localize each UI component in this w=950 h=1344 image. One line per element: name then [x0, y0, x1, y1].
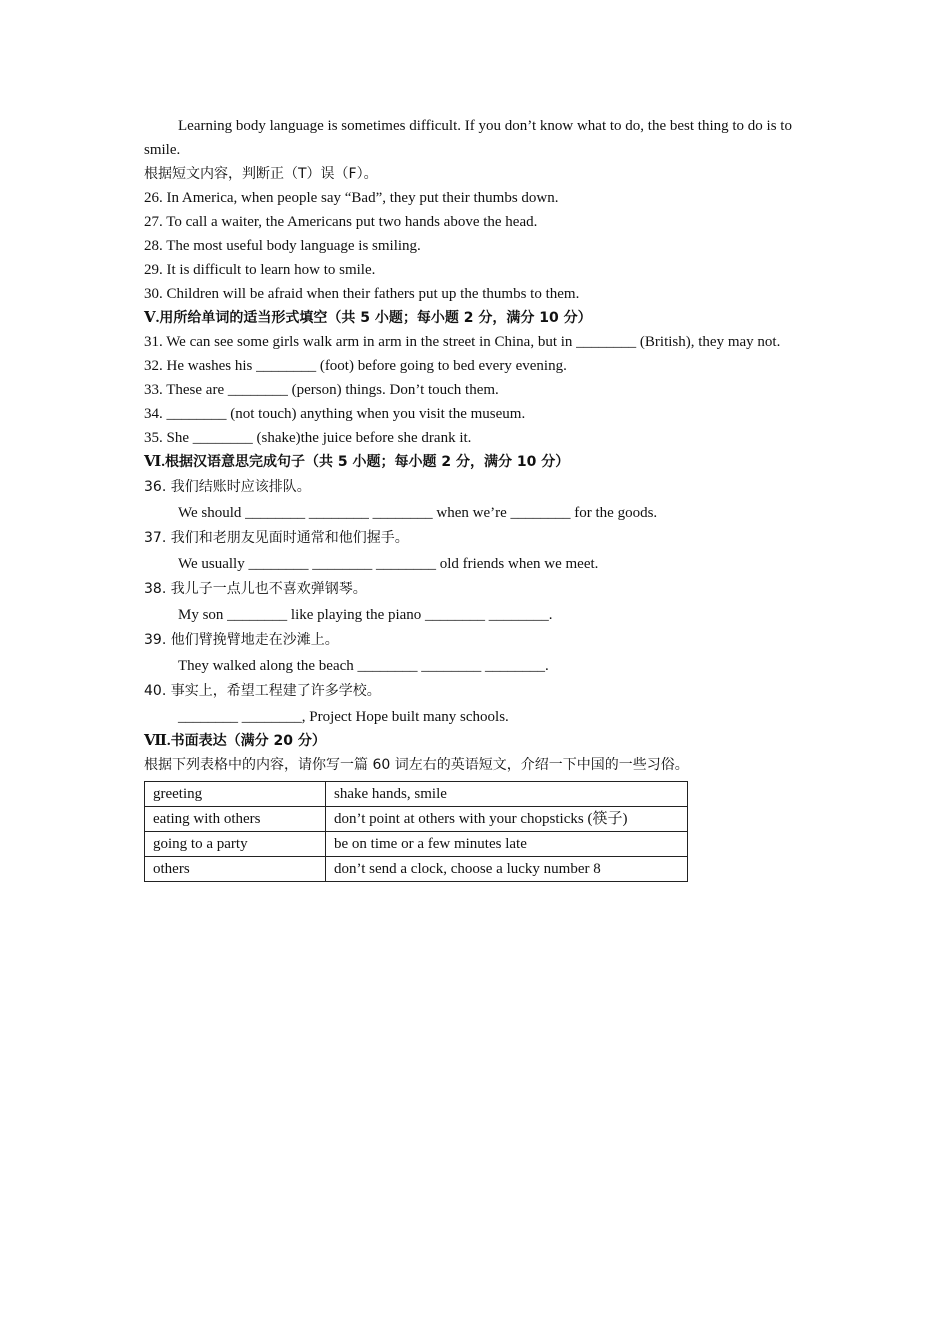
translate-answer-39: They walked along the beach ________ ________ ________.: [178, 658, 549, 674]
table-row: [145, 782, 688, 807]
table-cell-topic: going to a party: [145, 832, 326, 857]
translate-prompt-40: 40. 事实上，希望工程建了许多学校。: [144, 683, 381, 699]
section5-heading: [144, 306, 810, 330]
section6-number: Ⅵ.: [144, 454, 165, 470]
translate-prompt-39: 39. 他们臂挽臂地走在沙滩上。: [144, 632, 339, 648]
translate-answer-36: We should ________ ________ ________ when we’re ________ for the goods.: [178, 505, 658, 521]
tf-instruction: 根据短文内容，判断正（T）误（F）。: [144, 166, 378, 182]
translate-prompt-37: 37. 我们和老朋友见面时通常和他们握手。: [144, 530, 409, 546]
writing-instruction: 根据下列表格中的内容，请你写一篇 60 词左右的英语短文，介绍一下中国的一些习俗。: [144, 757, 689, 773]
translate-answer-40: ________ ________, Project Hope built many schools.: [178, 709, 509, 725]
section5-items: [144, 330, 810, 450]
section6-heading: [144, 450, 810, 474]
fill-item-32: 32. He washes his ________ (foot) before going to bed every evening.: [144, 358, 567, 374]
fill-item-35: 35. She ________ (shake)the juice before she drank it.: [144, 430, 472, 446]
section7-number: Ⅶ.: [144, 733, 171, 749]
section7-heading: [144, 729, 810, 753]
fill-item-34: 34. ________ (not touch) anything when you visit the museum.: [144, 406, 526, 422]
translate-prompt-36: 36. 我们结账时应该排队。: [144, 479, 311, 495]
tf-item-30: 30. Children will be afraid when their fathers put up the thumbs to them.: [144, 286, 580, 302]
table-row: [145, 807, 688, 832]
section7-title: 书面表达（满分 20 分）: [170, 733, 326, 749]
table-cell-custom: don’t send a clock, choose a lucky number 8: [326, 857, 688, 882]
section6-title: 根据汉语意思完成句子（共 5 小题；每小题 2 分，满分 10 分）: [165, 454, 570, 470]
translate-prompt-38: 38. 我儿子一点儿也不喜欢弹钢琴。: [144, 581, 367, 597]
tf-item-27: 27. To call a waiter, the Americans put two hands above the head.: [144, 214, 538, 230]
table-cell-custom: shake hands, smile: [326, 782, 688, 807]
translate-answer-38: My son ________ like playing the piano ________ ________.: [178, 607, 553, 623]
table-cell-custom: be on time or a few minutes late: [326, 832, 688, 857]
table-cell-custom: don’t point at others with your chopsticks (筷子): [326, 807, 688, 832]
tf-item-29: 29. It is difficult to learn how to smile.: [144, 262, 376, 278]
customs-table: [144, 781, 688, 882]
table-cell-topic: others: [145, 857, 326, 882]
section6-items: [144, 474, 810, 729]
table-row: [145, 857, 688, 882]
table-cell-topic: greeting: [145, 782, 326, 807]
tf-items: [144, 186, 810, 306]
table-row: [145, 832, 688, 857]
section5-number: Ⅴ.: [144, 310, 160, 326]
tf-item-28: 28. The most useful body language is smiling.: [144, 238, 421, 254]
worksheet-page: [144, 114, 810, 882]
translate-answer-37: We usually ________ ________ ________ old friends when we meet.: [178, 556, 599, 572]
passage-end: Learning body language is sometimes difficult. If you don’t know what to do, the best thing to do is to smile.: [144, 118, 792, 158]
tf-item-26: 26. In America, when people say “Bad”, they put their thumbs down.: [144, 190, 559, 206]
section5-title: 用所给单词的适当形式填空（共 5 小题；每小题 2 分，满分 10 分）: [159, 310, 592, 326]
table-cell-topic: eating with others: [145, 807, 326, 832]
fill-item-31: 31. We can see some girls walk arm in arm in the street in China, but in ________ (British), they may not.: [144, 334, 781, 350]
fill-item-33: 33. These are ________ (person) things. Don’t touch them.: [144, 382, 499, 398]
